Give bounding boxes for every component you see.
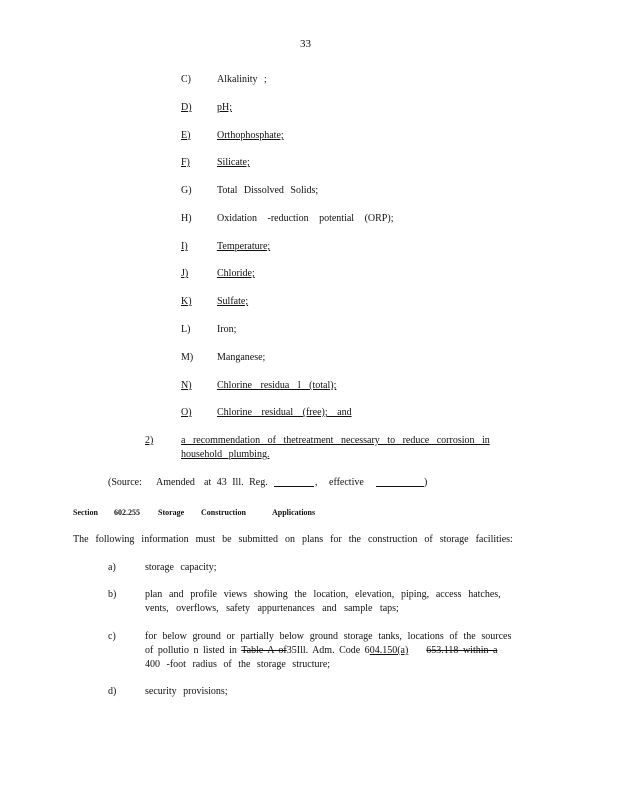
blank-line [376, 486, 424, 487]
struck-text: Table A of [241, 645, 287, 656]
blank-line [274, 486, 314, 487]
item-text: Iron; [217, 324, 237, 335]
list-text-continued: vents, overflows, safety appurtenances and sample taps; [145, 603, 399, 614]
section-title-word: Construction [201, 508, 246, 517]
item-letter: N) [181, 380, 192, 391]
item-text: Sulfate; [217, 296, 249, 307]
item-letter: I) [181, 241, 188, 252]
list-text-continued [145, 645, 497, 657]
section-title-word: Applications [272, 508, 316, 517]
page-number: 33 [300, 38, 311, 50]
item-text: Silicate; [217, 157, 250, 168]
item-letter: G) [181, 185, 192, 196]
list-letter: d) [108, 686, 117, 697]
source-prefix: (Source: [108, 477, 142, 488]
source-amended: Amended [156, 477, 195, 488]
list-letter: b) [108, 589, 117, 600]
text-run: of pollutio n listed in [145, 645, 242, 656]
source-register: at 43 Ill. Reg. [204, 477, 268, 488]
text-run: 35Ill. Adm. Code 6 [286, 645, 370, 656]
item-text: Chlorine residua l (total); [217, 380, 337, 391]
item-letter: H) [181, 213, 192, 224]
item-letter: C) [181, 74, 191, 85]
item-letter: F) [181, 157, 190, 168]
item-letter: O) [181, 407, 192, 418]
list-letter: c) [108, 631, 116, 642]
list-text: storage capacity; [145, 562, 217, 573]
item-letter: D) [181, 102, 192, 113]
intro-paragraph: The following information must be submitted on plans for the construction of storage facilities: [73, 534, 513, 545]
item-text: Manganese; [217, 352, 266, 363]
item-text: Chloride; [217, 268, 255, 279]
item-text-continued: household plumbing. [181, 449, 270, 460]
source-effective: effective [329, 477, 364, 488]
item-text: a recommendation of thetreatment necessary to reduce corrosion in [181, 435, 490, 446]
item-letter: K) [181, 296, 192, 307]
list-text: for below ground or partially below ground storage tanks, locations of the sources [145, 631, 512, 642]
list-text: plan and profile views showing the location, elevation, piping, access hatches, [145, 589, 501, 600]
list-text-continued: 400 -foot radius of the storage structure; [145, 659, 331, 670]
item-letter: E) [181, 130, 191, 141]
item-letter: M) [181, 352, 194, 363]
underlined-text: 04.150(a) [369, 645, 409, 656]
item-text: Alkalinity ; [217, 74, 267, 85]
section-title-word: Storage [158, 508, 185, 517]
list-text: security provisions; [145, 686, 228, 697]
source-comma: , [315, 477, 318, 488]
text-run: within a [462, 645, 498, 656]
item-text: Total Dissolved Solids; [217, 185, 319, 196]
item-text: Chlorine residual (free); and [217, 407, 352, 418]
item-letter: L) [181, 324, 191, 335]
item-text: Oxidation -reduction potential (ORP); [217, 213, 394, 224]
item-text: pH; [217, 102, 232, 113]
item-letter: J) [181, 268, 189, 279]
item-text: Temperature; [217, 241, 271, 252]
source-close: ) [424, 477, 428, 488]
struck-text: 653.118 [426, 645, 463, 656]
item-text: Orthophosphate; [217, 130, 284, 141]
section-label: Section [73, 508, 98, 517]
item-number: 2) [145, 435, 154, 446]
section-number: 602.255 [114, 508, 140, 517]
list-letter: a) [108, 562, 116, 573]
